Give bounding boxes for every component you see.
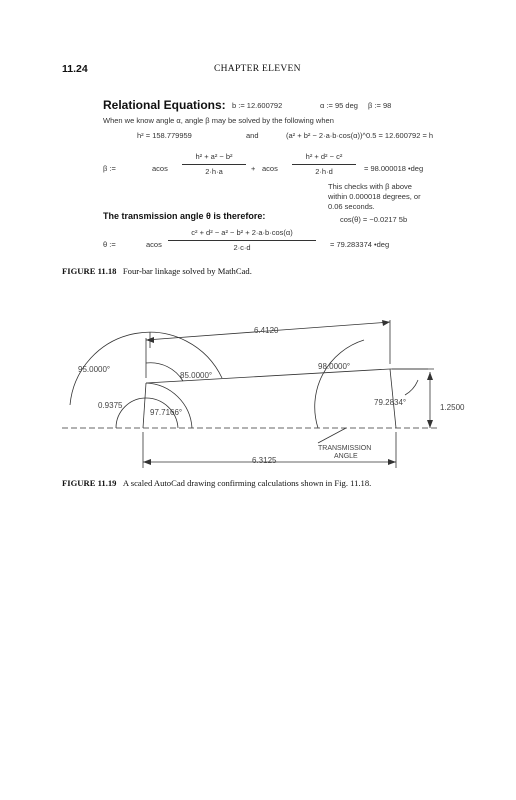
bottom-dim-arrow-right	[388, 459, 396, 465]
angle-98-arc	[315, 340, 364, 428]
intro-text: When we know angle α, angle β may be solved by the following when	[103, 116, 334, 125]
acos-1: acos	[152, 164, 168, 173]
angle-large-arc	[146, 383, 192, 428]
dim-top-text: 6.4120	[254, 326, 279, 335]
theta-result: = 79.283374 •deg	[330, 240, 390, 249]
h-check: (a² + b² − 2·a·b·cos(α))^0.5 = 12.600792 = h	[286, 131, 434, 140]
dim-left-height-text: 0.9375	[98, 401, 123, 410]
frac3-denominator: 2·c·d	[233, 243, 251, 252]
figure-11-19-text: A scaled AutoCad drawing confirming calculations shown in Fig. 11.18.	[122, 478, 372, 488]
frac1-denominator: 2·h·a	[205, 167, 223, 176]
right-dim-arrow-bottom	[427, 420, 433, 428]
angle-85-arc	[146, 363, 183, 381]
relational-equations-title: Relational Equations:	[103, 98, 226, 112]
frac3-numerator: c² + d² − a² − b² + 2·a·b·cos(α)	[191, 228, 293, 237]
dim-right-height-text: 1.2500	[440, 403, 465, 412]
figure-11-18-text: Four-bar linkage solved by MathCad.	[122, 266, 252, 276]
angle-left-outer-text: 95.0000°	[78, 365, 111, 374]
figure-11-19-label: FIGURE 11.19	[62, 478, 117, 488]
angle-right-top-text: 98.0000°	[318, 362, 351, 371]
beta-result: = 98.000018 •deg	[364, 164, 424, 173]
left-crank-link	[143, 383, 146, 428]
angle-left-inner-text: 85.0000°	[180, 371, 213, 380]
figure-11-18-label: FIGURE 11.18	[62, 266, 117, 276]
frac2-denominator: 2·h·d	[315, 167, 333, 176]
chapter-title: CHAPTER ELEVEN	[214, 64, 301, 74]
h-value: h² = 158.779959	[137, 131, 192, 140]
note-line-2: within 0.000018 degrees, or	[328, 192, 421, 201]
theta-cos: cos(θ) = −0.0217 5b	[340, 215, 408, 224]
acos-3: acos	[146, 240, 162, 249]
note-line-1: This checks with β above	[328, 182, 412, 191]
right-dim-arrow-top	[427, 372, 433, 380]
acos-2: acos	[262, 164, 278, 173]
theta-lhs: θ :=	[103, 240, 116, 249]
transmission-label-1: TRANSMISSION	[318, 445, 372, 452]
frac2-numerator: h² + d² − c²	[305, 152, 343, 161]
plus-sign: +	[251, 164, 256, 173]
transmission-title: The transmission angle θ is therefore:	[103, 211, 266, 221]
given-alpha: α := 95 deg	[320, 101, 358, 110]
note-line-3: 0.06 seconds.	[328, 202, 375, 211]
given-beta: β := 98	[368, 101, 392, 110]
top-dim-arrow-right	[382, 320, 390, 326]
angle-left-lower-text: 97.7166°	[150, 408, 183, 417]
page-number: 11.24	[62, 63, 88, 75]
figure-11-19-caption	[62, 478, 371, 488]
frac1-numerator: h² + a² − b²	[195, 152, 233, 161]
bottom-dim-arrow-left	[143, 459, 151, 465]
beta-lhs: β :=	[103, 164, 116, 173]
angle-transmission-text: 79.2834°	[374, 398, 407, 407]
transmission-label-2: ANGLE	[334, 453, 358, 460]
and-word: and	[246, 131, 259, 140]
dim-bottom-text: 6.3125	[252, 456, 277, 465]
transmission-leader	[318, 428, 346, 443]
angle-transmission-arc	[405, 380, 418, 395]
given-b: b := 12.600792	[232, 101, 283, 110]
